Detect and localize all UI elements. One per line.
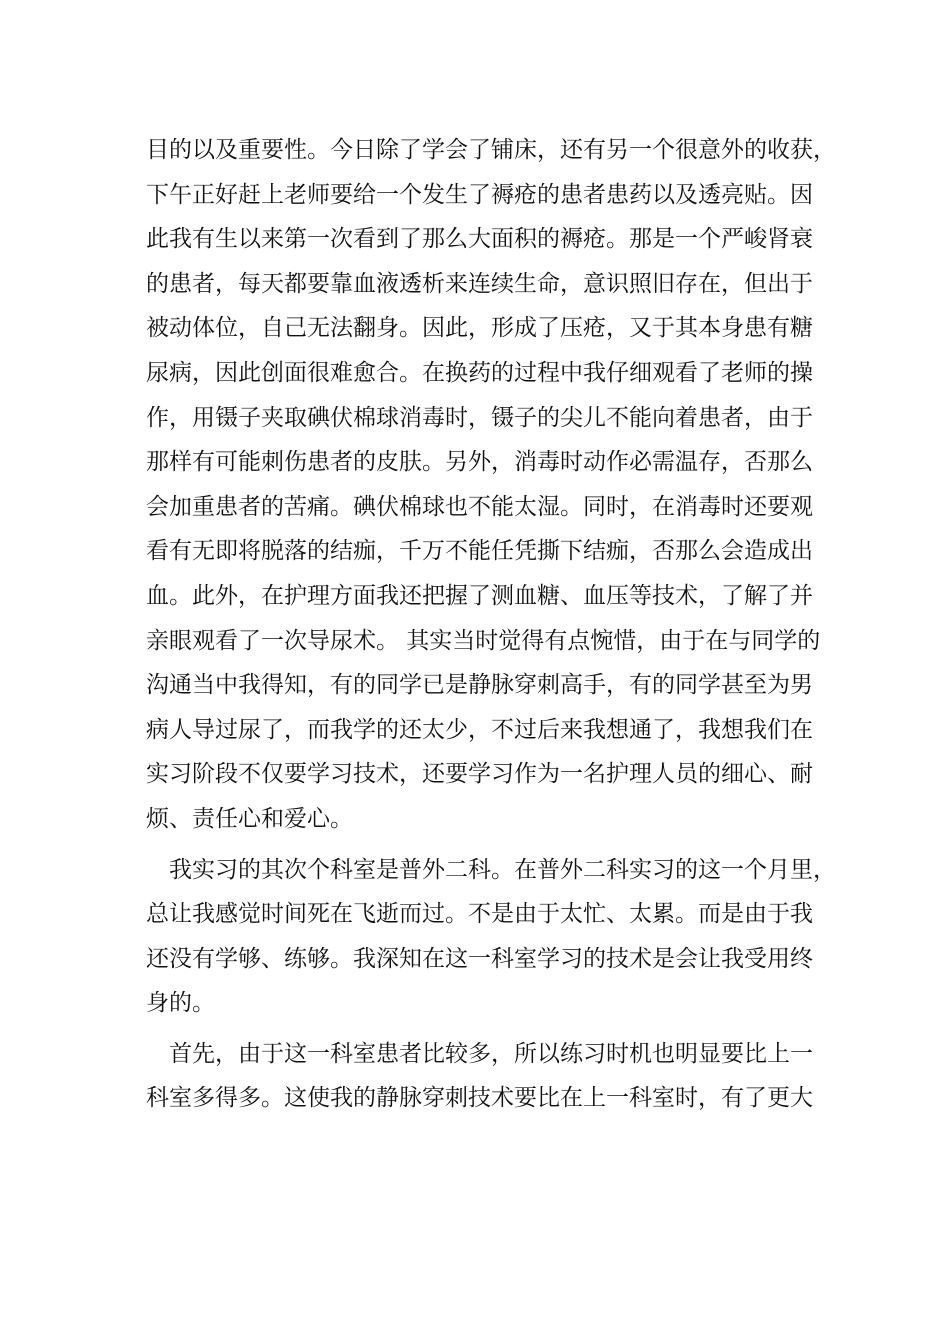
text-line: 的患者，每天都要靠血液透析来连续生命，意识照旧存在，但出于 [146,270,813,297]
text-line: 看有无即将脱落的结痂，千万不能任凭撕下结痂，否那么会造成出 [146,538,813,565]
text-line: 沟通当中我得知，有的同学已是静脉穿刺高手，有的同学甚至为男 [146,672,813,699]
text-line: 身的。 [146,990,215,1017]
body-text [146,128,836,1121]
text-line: 总让我感觉时间死在飞逝而过。不是由于太忙、太累。而是由于我 [146,901,813,928]
text-line: 下午正好赶上老师要给一个发生了褥疮的患者患药以及透亮贴。因 [146,181,813,208]
paragraph-start-line: 我实习的其次个科室是普外二科。在普外二科实习的这一个月里， [169,856,836,883]
text-line: 还没有学够、练够。我深知在这一科室学习的技术是会让我受用终 [146,945,813,972]
text-line: 被动体位，自己无法翻身。因此，形成了压疮，又于其本身患有糖 [146,315,813,342]
text-line: 会加重患者的苦痛。碘伏棉球也不能太湿。同时，在消毒时还要观 [146,493,813,520]
text-line: 烦、责任心和爱心。 [146,805,353,832]
text-line: 科室多得多。这使我的静脉穿刺技术要比在上一科室时，有了更大 [146,1085,813,1112]
text-line: 亲眼观看了一次导尿术。 其实当时觉得有点惋惜，由于在与同学的 [146,627,821,654]
text-line: 实习阶段不仅要学习技术，还要学习作为一名护理人员的细心、耐 [146,761,813,788]
text-line: 那样有可能刺伤患者的皮肤。另外，消毒时动作必需温存，否那么 [146,449,813,476]
paragraph-start-line: 首先，由于这一科室患者比较多，所以练习时机也明显要比上一 [169,1040,813,1067]
text-line: 病人导过尿了，而我学的还太少，不过后来我想通了，我想我们在 [146,716,813,743]
text-line: 尿病，因此创面很难愈合。在换药的过程中我仔细观看了老师的操 [146,359,813,386]
text-line: 目的以及重要性。今日除了学会了铺床，还有另一个很意外的收获， [146,137,836,163]
text-line: 血。此外，在护理方面我还把握了测血糖、血压等技术，了解了并 [146,582,813,609]
text-line: 此我有生以来第一次看到了那么大面积的褥疮。那是一个严峻肾衰 [146,226,813,253]
text-line: 作，用镊子夹取碘伏棉球消毒时，镊子的尖儿不能向着患者，由于 [146,404,813,431]
